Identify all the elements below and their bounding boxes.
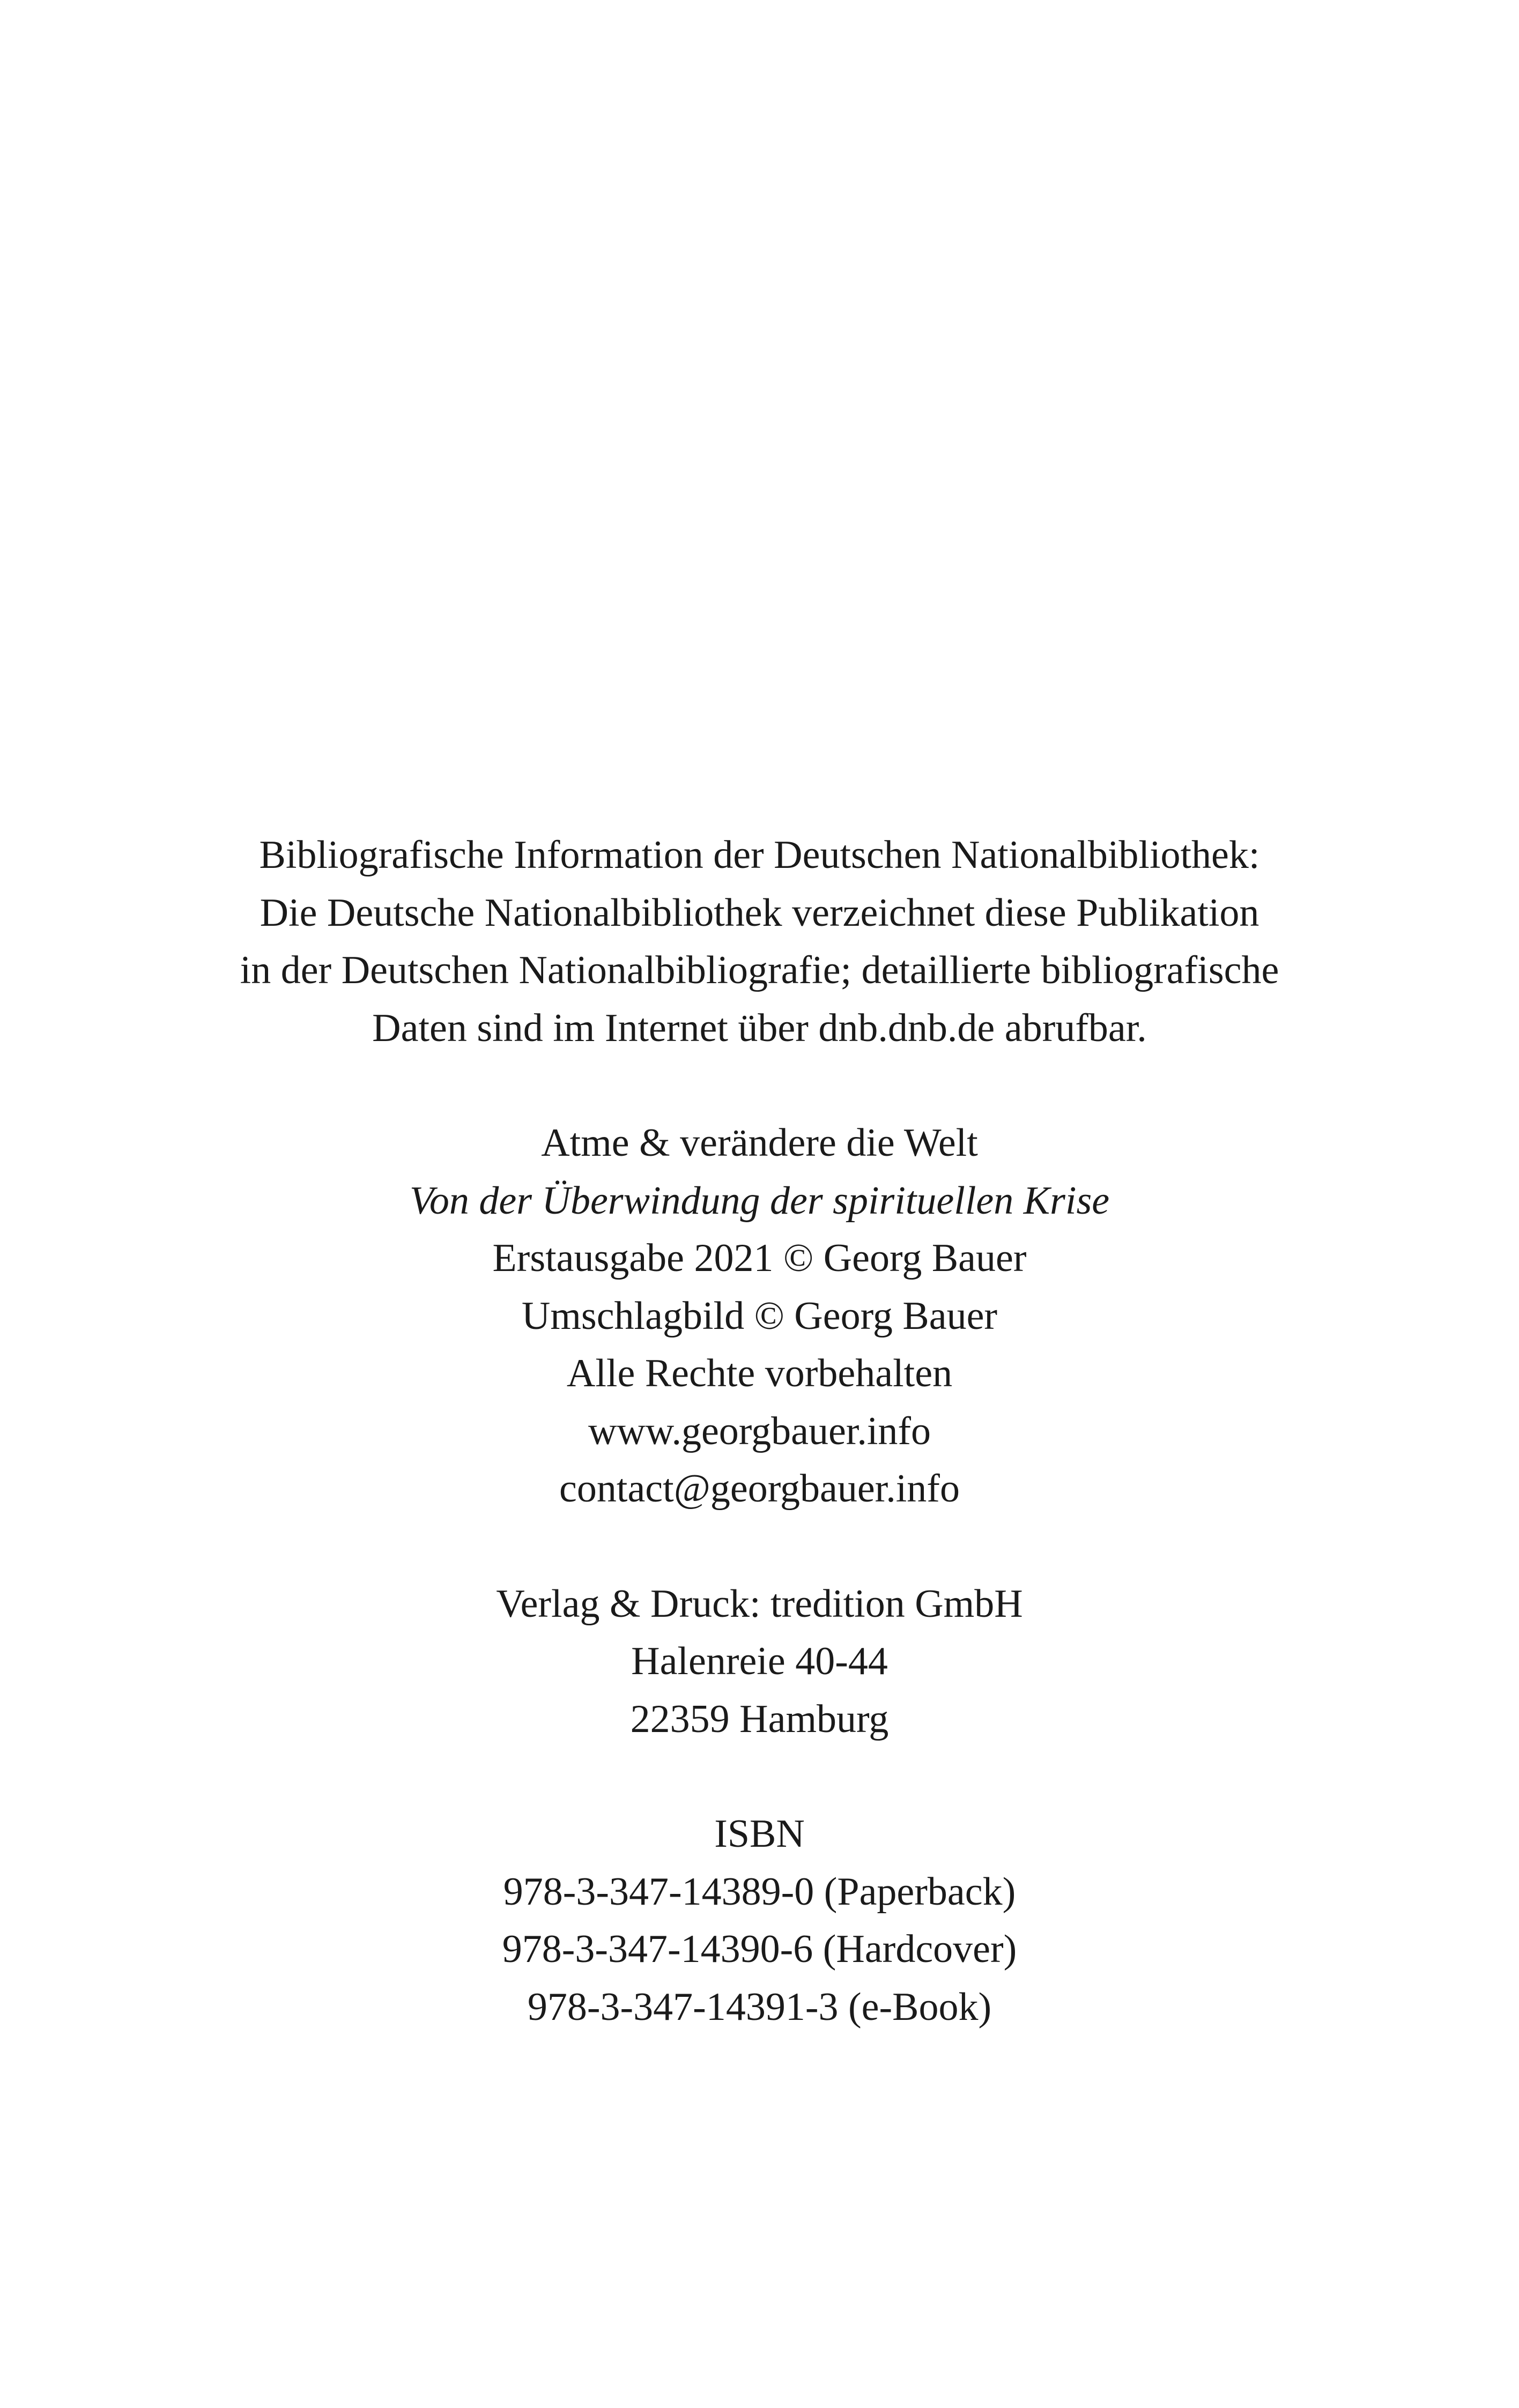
book-info — [0, 1114, 1519, 1518]
publisher-name: Verlag & Druck: tredition GmbH — [496, 1581, 1023, 1626]
imprint-page — [0, 827, 1519, 2036]
isbn-hardcover: 978-3-347-14390-6 (Hardcover) — [502, 1927, 1017, 1971]
cover-image-copyright: Umschlagbild © Georg Bauer — [521, 1294, 998, 1338]
isbn-ebook: 978-3-347-14391-3 (e-Book) — [527, 1985, 992, 2029]
publisher-street: Halenreie 40-44 — [631, 1639, 888, 1683]
dnb-notice — [0, 827, 1519, 1057]
dnb-notice-line-2: Die Deutsche Nationalbibliothek verzeichnet diese Publikation — [260, 890, 1259, 935]
dnb-notice-line-3: in der Deutschen Nationalbibliografie; detaillierte bibliografische — [240, 948, 1279, 992]
spacer — [0, 1748, 1519, 1805]
edition-copyright: Erstausgabe 2021 © Georg Bauer — [492, 1236, 1027, 1280]
dnb-notice-line-4: Daten sind im Internet über dnb.dnb.de abrufbar. — [372, 1006, 1147, 1050]
spacer — [0, 1518, 1519, 1575]
publisher-city: 22359 Hamburg — [630, 1697, 889, 1741]
spacer — [0, 1057, 1519, 1114]
dnb-notice-line-1: Bibliografische Information der Deutschen Nationalbibliothek: — [259, 833, 1260, 877]
isbn-info — [0, 1805, 1519, 2036]
book-title: Atme & verändere die Welt — [541, 1121, 978, 1165]
rights-reserved: Alle Rechte vorbehalten — [566, 1351, 953, 1395]
publisher-info — [0, 1575, 1519, 1749]
isbn-paperback: 978-3-347-14389-0 (Paperback) — [503, 1869, 1016, 1914]
book-subtitle: Von der Überwindung der spirituellen Krise — [409, 1178, 1110, 1223]
isbn-heading: ISBN — [714, 1812, 805, 1856]
email-link[interactable]: contact@georgbauer.info — [559, 1467, 960, 1511]
website-link[interactable]: www.georgbauer.info — [588, 1409, 931, 1453]
